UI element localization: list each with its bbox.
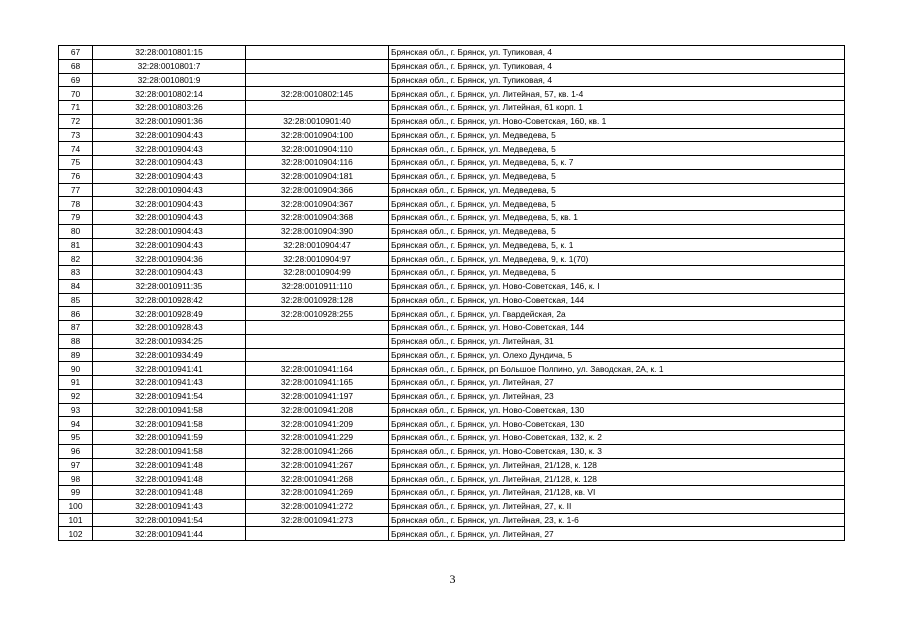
- object-number-cell: [246, 348, 389, 362]
- cadastral-number-cell: 32:28:0010904:43: [93, 183, 246, 197]
- cadastral-number-cell: 32:28:0010901:36: [93, 114, 246, 128]
- table-row: [59, 321, 845, 335]
- address-cell: Брянская обл., г. Брянск, ул. Тупиковая, 4: [389, 59, 845, 73]
- table-row: [59, 197, 845, 211]
- table-row: [59, 142, 845, 156]
- row-number-cell: 95: [59, 431, 93, 445]
- address-cell: Брянская обл., г. Брянск, ул. Тупиковая, 4: [389, 46, 845, 60]
- address-cell: Брянская обл., г. Брянск, ул. Тупиковая, 4: [389, 73, 845, 87]
- table-row: [59, 114, 845, 128]
- table-row: [59, 266, 845, 280]
- table-row: [59, 348, 845, 362]
- cadastral-number-cell: 32:28:0010928:49: [93, 307, 246, 321]
- object-number-cell: 32:28:0010941:164: [246, 362, 389, 376]
- address-cell: Брянская обл., г. Брянск, ул. Литейная, 21/128, к. 128: [389, 472, 845, 486]
- table-row: [59, 224, 845, 238]
- row-number-cell: 77: [59, 183, 93, 197]
- address-cell: Брянская обл., г. Брянск, ул. Литейная, 27: [389, 376, 845, 390]
- row-number-cell: 70: [59, 87, 93, 101]
- row-number-cell: 102: [59, 527, 93, 541]
- object-number-cell: 32:28:0010904:100: [246, 128, 389, 142]
- cadastral-number-cell: 32:28:0010904:43: [93, 169, 246, 183]
- table-row: [59, 183, 845, 197]
- object-number-cell: 32:28:0010941:229: [246, 431, 389, 445]
- parcels-table-body: [59, 46, 845, 541]
- row-number-cell: 72: [59, 114, 93, 128]
- cadastral-number-cell: 32:28:0010803:26: [93, 101, 246, 115]
- table-row: [59, 46, 845, 60]
- row-number-cell: 86: [59, 307, 93, 321]
- object-number-cell: 32:28:0010941:268: [246, 472, 389, 486]
- object-number-cell: 32:28:0010904:47: [246, 238, 389, 252]
- object-number-cell: 32:28:0010928:128: [246, 293, 389, 307]
- address-cell: Брянская обл., г. Брянск, ул. Медведева, 5: [389, 142, 845, 156]
- row-number-cell: 85: [59, 293, 93, 307]
- row-number-cell: 90: [59, 362, 93, 376]
- address-cell: Брянская обл., г. Брянск, ул. Медведева, 5: [389, 128, 845, 142]
- address-cell: Брянская обл., г. Брянск, ул. Литейная, 27: [389, 527, 845, 541]
- address-cell: Брянская обл., г. Брянск, ул. Медведева, 5: [389, 197, 845, 211]
- cadastral-number-cell: 32:28:0010941:58: [93, 444, 246, 458]
- address-cell: Брянская обл., г. Брянск, ул. Медведева, 5: [389, 266, 845, 280]
- object-number-cell: 32:28:0010904:97: [246, 252, 389, 266]
- object-number-cell: 32:28:0010941:267: [246, 458, 389, 472]
- table-row: [59, 458, 845, 472]
- address-cell: Брянская обл., г. Брянск, ул. Ново-Советская, 144: [389, 321, 845, 335]
- address-cell: Брянская обл., г. Брянск, ул. Литейная, 27, к. II: [389, 499, 845, 513]
- object-number-cell: 32:28:0010904:366: [246, 183, 389, 197]
- cadastral-number-cell: 32:28:0010801:15: [93, 46, 246, 60]
- cadastral-number-cell: 32:28:0010941:48: [93, 486, 246, 500]
- address-cell: Брянская обл., г. Брянск, ул. Литейная, 61 корп. 1: [389, 101, 845, 115]
- table-row: [59, 334, 845, 348]
- row-number-cell: 94: [59, 417, 93, 431]
- address-cell: Брянская обл., г. Брянск, ул. Литейная, 21/128, к. 128: [389, 458, 845, 472]
- cadastral-number-cell: 32:28:0010934:25: [93, 334, 246, 348]
- object-number-cell: 32:28:0010941:165: [246, 376, 389, 390]
- object-number-cell: [246, 46, 389, 60]
- table-row: [59, 403, 845, 417]
- row-number-cell: 71: [59, 101, 93, 115]
- address-cell: Брянская обл., г. Брянск, ул. Ново-Советская, 130: [389, 403, 845, 417]
- table-row: [59, 431, 845, 445]
- row-number-cell: 89: [59, 348, 93, 362]
- address-cell: Брянская обл., г. Брянск, ул. Медведева, 5, к. 7: [389, 156, 845, 170]
- row-number-cell: 68: [59, 59, 93, 73]
- address-cell: Брянская обл., г. Брянск, ул. Ново-Советская, 130, к. 3: [389, 444, 845, 458]
- table-row: [59, 59, 845, 73]
- row-number-cell: 80: [59, 224, 93, 238]
- object-number-cell: 32:28:0010941:272: [246, 499, 389, 513]
- cadastral-number-cell: 32:28:0010941:44: [93, 527, 246, 541]
- object-number-cell: 32:28:0010928:255: [246, 307, 389, 321]
- table-row: [59, 486, 845, 500]
- row-number-cell: 97: [59, 458, 93, 472]
- address-cell: Брянская обл., г. Брянск, ул. Медведева, 5, к. 1: [389, 238, 845, 252]
- object-number-cell: 32:28:0010911:110: [246, 279, 389, 293]
- object-number-cell: [246, 59, 389, 73]
- table-row: [59, 101, 845, 115]
- cadastral-number-cell: 32:28:0010801:9: [93, 73, 246, 87]
- row-number-cell: 78: [59, 197, 93, 211]
- table-row: [59, 128, 845, 142]
- address-cell: Брянская обл., г. Брянск, ул. Ново-Советская, 132, к. 2: [389, 431, 845, 445]
- object-number-cell: [246, 334, 389, 348]
- object-number-cell: 32:28:0010904:99: [246, 266, 389, 280]
- object-number-cell: 32:28:0010941:273: [246, 513, 389, 527]
- row-number-cell: 83: [59, 266, 93, 280]
- address-cell: Брянская обл., г. Брянск, ул. Медведева, 5: [389, 169, 845, 183]
- object-number-cell: [246, 321, 389, 335]
- address-cell: Брянская обл., г. Брянск, ул. Гвардейская, 2а: [389, 307, 845, 321]
- object-number-cell: [246, 527, 389, 541]
- cadastral-number-cell: 32:28:0010941:54: [93, 389, 246, 403]
- object-number-cell: 32:28:0010904:367: [246, 197, 389, 211]
- table-row: [59, 73, 845, 87]
- page-number: 3: [449, 572, 456, 586]
- address-cell: Брянская обл., г. Брянск, ул. Медведева, 5: [389, 224, 845, 238]
- table-row: [59, 513, 845, 527]
- cadastral-number-cell: 32:28:0010934:49: [93, 348, 246, 362]
- address-cell: Брянская обл., г. Брянск, ул. Литейная, 23, к. 1-6: [389, 513, 845, 527]
- cadastral-number-cell: 32:28:0010941:58: [93, 403, 246, 417]
- address-cell: Брянская обл., г. Брянск, ул. Ново-Советская, 144: [389, 293, 845, 307]
- address-cell: Брянская обл., г. Брянск, ул. Литейная, 21/128, кв. VI: [389, 486, 845, 500]
- address-cell: Брянская обл., г. Брянск, ул. Литейная, 31: [389, 334, 845, 348]
- object-number-cell: 32:28:0010941:209: [246, 417, 389, 431]
- cadastral-number-cell: 32:28:0010941:43: [93, 376, 246, 390]
- row-number-cell: 98: [59, 472, 93, 486]
- object-number-cell: 32:28:0010941:197: [246, 389, 389, 403]
- row-number-cell: 79: [59, 211, 93, 225]
- object-number-cell: 32:28:0010904:110: [246, 142, 389, 156]
- address-cell: Брянская обл., г. Брянск, ул. Медведева, 5, кв. 1: [389, 211, 845, 225]
- object-number-cell: 32:28:0010904:390: [246, 224, 389, 238]
- row-number-cell: 96: [59, 444, 93, 458]
- table-row: [59, 499, 845, 513]
- row-number-cell: 100: [59, 499, 93, 513]
- table-row: [59, 169, 845, 183]
- row-number-cell: 67: [59, 46, 93, 60]
- object-number-cell: 32:28:0010901:40: [246, 114, 389, 128]
- table-row: [59, 238, 845, 252]
- cadastral-number-cell: 32:28:0010941:41: [93, 362, 246, 376]
- cadastral-number-cell: 32:28:0010904:43: [93, 128, 246, 142]
- table-row: [59, 293, 845, 307]
- cadastral-number-cell: 32:28:0010941:59: [93, 431, 246, 445]
- table-row: [59, 307, 845, 321]
- address-cell: Брянская обл., г. Брянск, ул. Ново-Советская, 130: [389, 417, 845, 431]
- row-number-cell: 87: [59, 321, 93, 335]
- table-row: [59, 87, 845, 101]
- table-row: [59, 389, 845, 403]
- cadastral-number-cell: 32:28:0010941:48: [93, 472, 246, 486]
- cadastral-number-cell: 32:28:0010928:43: [93, 321, 246, 335]
- cadastral-number-cell: 32:28:0010904:43: [93, 197, 246, 211]
- address-cell: Брянская обл., г. Брянск, ул. Олехо Дундича, 5: [389, 348, 845, 362]
- cadastral-number-cell: 32:28:0010904:43: [93, 266, 246, 280]
- object-number-cell: 32:28:0010941:266: [246, 444, 389, 458]
- object-number-cell: 32:28:0010904:181: [246, 169, 389, 183]
- address-cell: Брянская обл., г. Брянск, ул. Ново-Советская, 160, кв. 1: [389, 114, 845, 128]
- cadastral-number-cell: 32:28:0010904:43: [93, 156, 246, 170]
- object-number-cell: 32:28:0010802:145: [246, 87, 389, 101]
- table-row: [59, 252, 845, 266]
- cadastral-number-cell: 32:28:0010904:43: [93, 142, 246, 156]
- cadastral-number-cell: 32:28:0010801:7: [93, 59, 246, 73]
- object-number-cell: [246, 101, 389, 115]
- row-number-cell: 69: [59, 73, 93, 87]
- address-cell: Брянская обл., г. Брянск, рп Большое Полпино, ул. Заводская, 2А, к. 1: [389, 362, 845, 376]
- row-number-cell: 76: [59, 169, 93, 183]
- row-number-cell: 84: [59, 279, 93, 293]
- cadastral-number-cell: 32:28:0010928:42: [93, 293, 246, 307]
- cadastral-number-cell: 32:28:0010941:54: [93, 513, 246, 527]
- table-row: [59, 444, 845, 458]
- cadastral-number-cell: 32:28:0010911:35: [93, 279, 246, 293]
- cadastral-number-cell: 32:28:0010904:36: [93, 252, 246, 266]
- address-cell: Брянская обл., г. Брянск, ул. Медведева, 9, к. 1(70): [389, 252, 845, 266]
- address-cell: Брянская обл., г. Брянск, ул. Литейная, 57, кв. 1-4: [389, 87, 845, 101]
- table-row: [59, 279, 845, 293]
- row-number-cell: 73: [59, 128, 93, 142]
- parcels-table: [58, 45, 845, 541]
- object-number-cell: [246, 73, 389, 87]
- cadastral-number-cell: 32:28:0010941:48: [93, 458, 246, 472]
- row-number-cell: 92: [59, 389, 93, 403]
- object-number-cell: 32:28:0010904:116: [246, 156, 389, 170]
- cadastral-number-cell: 32:28:0010904:43: [93, 211, 246, 225]
- cadastral-number-cell: 32:28:0010904:43: [93, 238, 246, 252]
- address-cell: Брянская обл., г. Брянск, ул. Литейная, 23: [389, 389, 845, 403]
- table-row: [59, 417, 845, 431]
- address-cell: Брянская обл., г. Брянск, ул. Медведева, 5: [389, 183, 845, 197]
- table-row: [59, 156, 845, 170]
- address-cell: Брянская обл., г. Брянск, ул. Ново-Советская, 146, к. I: [389, 279, 845, 293]
- cadastral-number-cell: 32:28:0010802:14: [93, 87, 246, 101]
- table-row: [59, 362, 845, 376]
- row-number-cell: 99: [59, 486, 93, 500]
- row-number-cell: 91: [59, 376, 93, 390]
- cadastral-number-cell: 32:28:0010941:43: [93, 499, 246, 513]
- table-row: [59, 211, 845, 225]
- row-number-cell: 75: [59, 156, 93, 170]
- row-number-cell: 82: [59, 252, 93, 266]
- object-number-cell: 32:28:0010941:208: [246, 403, 389, 417]
- object-number-cell: 32:28:0010904:368: [246, 211, 389, 225]
- table-row: [59, 376, 845, 390]
- object-number-cell: 32:28:0010941:269: [246, 486, 389, 500]
- row-number-cell: 74: [59, 142, 93, 156]
- row-number-cell: 93: [59, 403, 93, 417]
- table-row: [59, 527, 845, 541]
- table-row: [59, 472, 845, 486]
- row-number-cell: 88: [59, 334, 93, 348]
- cadastral-number-cell: 32:28:0010941:58: [93, 417, 246, 431]
- row-number-cell: 101: [59, 513, 93, 527]
- row-number-cell: 81: [59, 238, 93, 252]
- cadastral-number-cell: 32:28:0010904:43: [93, 224, 246, 238]
